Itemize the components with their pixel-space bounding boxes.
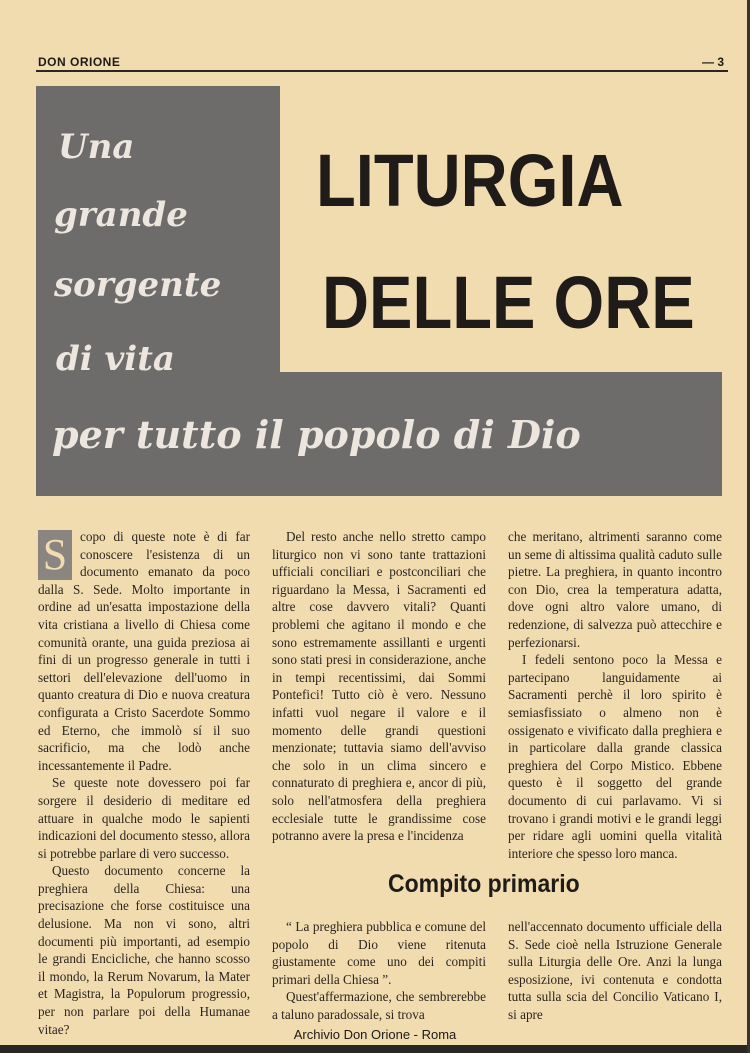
article-column-3b [508, 918, 722, 1024]
article-title-line: DELLE ORE [322, 261, 695, 344]
article-column-2b [272, 918, 486, 1024]
paragraph: I fedeli sentono poco la Messa e partecipano languidamente ai Sacramenti perchè il loro spirito è semiasfissiato o almeno non è ossigenato e vivificato dalla preghiera e in particolare dalla grande classica preghiera del Corpo Mistico. Ebbene questo è il soggetto del grande documento di cui parlavamo. Vi si trovano i grandi motivi e le grandi leggi per ridare agli uomini quella vitalità interiore che spesso loro manca. [508, 652, 722, 861]
footer-bar [0, 1045, 750, 1053]
banner-subtitle-line: grande [54, 195, 188, 235]
paragraph: Quest'affermazione, che sembrerebbe a taluno paradossale, si trova [272, 989, 486, 1022]
paragraph: Questo documento concerne la preghiera della Chiesa: una precisazione che forse costituisce una delusione. Ma non vi sono, altri documenti più importanti, ad esempio le grandi Encicliche, che hanno scosso il mondo, la Rerum Novarum, la Mater et Magistra, la Populorum progressio, per non parlare poi della Humanae vitae? [38, 863, 250, 1037]
article-column-3 [508, 528, 722, 862]
banner-subtitle-last: per tutto il popolo di Dio [52, 412, 581, 457]
paragraph: che meritano, altrimenti saranno come un seme di altissima qualità caduto sulle pietre. La preghiera, in quanto incontro con Dio, crea la temperatura adatta, dove ogni altro valore umano, di redenzione, di salvezza può attecchire e perfezionarsi. [508, 529, 722, 650]
banner-subtitle-line: di vita [56, 339, 175, 379]
banner-subtitle-line: sorgente [54, 265, 222, 305]
section-title: Compito primario [388, 870, 580, 898]
paragraph: Del resto anche nello stretto campo liturgico non vi sono tante trattazioni ufficiali conciliari e postconciliari che riguardano la Messa, i Sacramenti ed altre cose davvero vitali? Quanti problemi che agitano il mondo e che sono estremamente assillanti e urgenti sono stati presi in considerazione, anche in tempi recentissimi, dai Sommi Pontefici! Tutto ciò è vero. Nessuno infatti vuol negare il valore e il momento delle grandi questioni menzionate; tuttavia siamo dell'avviso che solo in un clima sincero e connaturato di preghiera e, ancor di più, solo nell'atmosfera della preghiera ecclesiale tutte le grandissime cose potranno avere la presa e l'incidenza [272, 529, 486, 844]
drop-cap: S [38, 530, 72, 580]
paragraph: nell'accennato documento ufficiale della S. Sede cioè nella Istruzione Generale sulla Liturgia delle Ore. Anzi la lunga esposizione, ivi contenuta e condotta tutta sulla scia del Concilio Vaticano I, si apre [508, 919, 722, 1022]
archive-footer: Archivio Don Orione - Roma [293, 1027, 457, 1042]
header-rule [36, 70, 728, 72]
article-column-2 [272, 528, 486, 845]
paragraph: copo di queste note è di far conoscere l'esistenza di un documento emanato da poco dalla S. Sede. Molto importante in ordine ad un'esatta impostazione della vita cristiana a livello di Chiesa come comunità orante, una guida preziosa ai fini di un progresso generale in tutti i settori dell'elevazione dell'uomo in quanto creatura di Dio e nuova creatura configurata a Cristo Sacerdote Sommo ed Eterno, che immolò sí il suo sacrificio, ma che lodò anche incessantemente il Padre. [38, 529, 250, 773]
banner-subtitle-line: Una [58, 127, 135, 167]
article-title-line: LITURGIA [316, 139, 624, 222]
article-column-1 [38, 528, 250, 1038]
magazine-name: DON ORIONE [38, 55, 121, 69]
paragraph: Se queste note dovessero poi far sorgere il desiderio di meditare ed attuare in qualche modo le sapienti indicazioni del documento stesso, allora si potrebbe parlare di vero successo. [38, 775, 250, 861]
paragraph: “ La preghiera pubblica e comune del popolo di Dio viene ritenuta giustamente come uno dei compiti primari della Chiesa ”. [272, 919, 486, 987]
page-number: — 3 [701, 55, 724, 69]
